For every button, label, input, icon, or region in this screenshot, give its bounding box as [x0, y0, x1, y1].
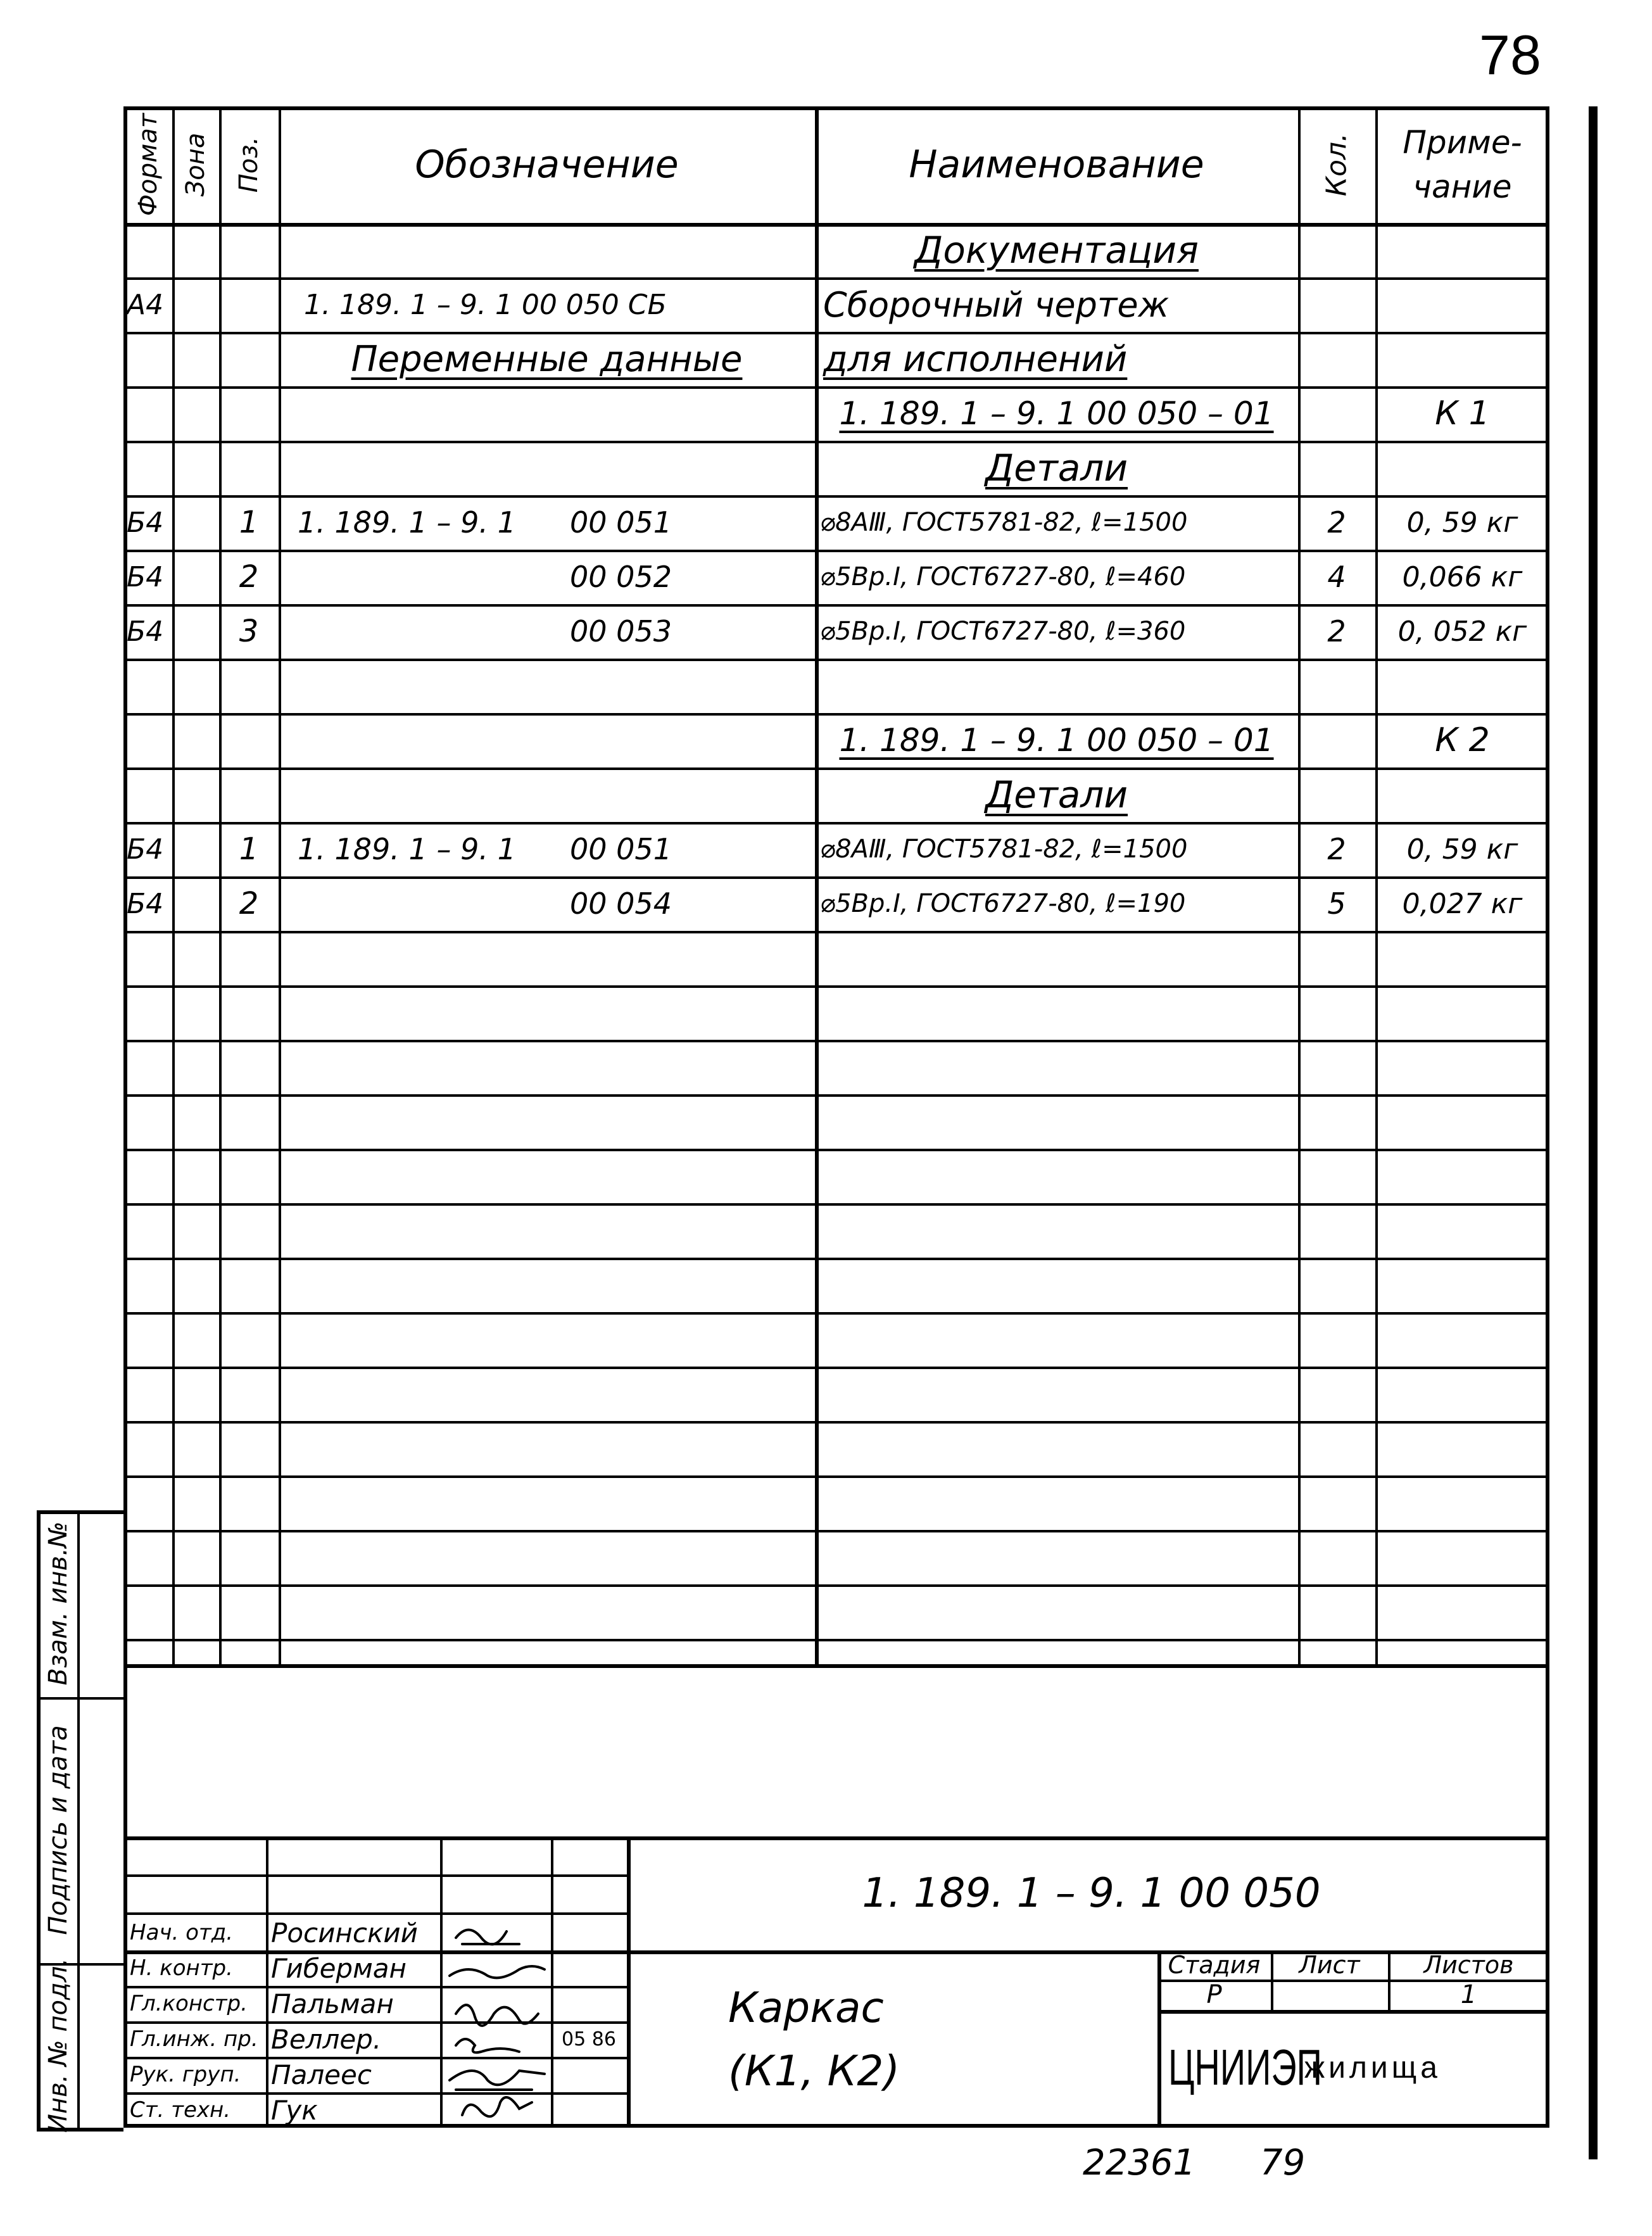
signer-name: Гук: [271, 2094, 318, 2126]
header-qty: Кол.: [1320, 132, 1353, 197]
sheets-label: Листов: [1423, 1951, 1514, 1979]
header-format: Формат: [134, 113, 163, 217]
r4-designation: 1. 189. 1 – 9. 1: [298, 832, 516, 866]
spec-row-line: [123, 1584, 1549, 1587]
signer-name: Веллер.: [271, 2023, 382, 2055]
r3-qty: 2: [1327, 614, 1346, 648]
spec-row-line: [123, 1203, 1549, 1206]
r2-format: Б4: [127, 560, 164, 593]
signer-name: Пальман: [271, 1988, 394, 2019]
r4-code: 00 051: [570, 832, 672, 866]
doc-format: А4: [127, 288, 164, 321]
header-zone: Зона: [181, 132, 210, 197]
header-designation: Обозначение: [415, 142, 679, 187]
signer-role: Н. контр.: [130, 1955, 233, 1981]
k2-designation: 1. 189. 1 – 9. 1 00 050 – 01: [839, 722, 1274, 759]
k1-note: К 1: [1435, 395, 1490, 433]
r1-pos: 1: [239, 505, 259, 540]
r2-qty: 4: [1327, 560, 1346, 594]
spec-row-line: [123, 659, 1549, 661]
r2-code: 00 052: [570, 560, 672, 594]
r5-qty: 5: [1327, 887, 1346, 921]
signer-name: Росинский: [271, 1917, 418, 1949]
stage-label: Стадия: [1168, 1951, 1261, 1979]
footer-inv: 22361: [1083, 2142, 1196, 2183]
r5-pos: 2: [239, 886, 259, 921]
r1-format: Б4: [127, 506, 164, 539]
signer-role: Ст. техн.: [130, 2097, 231, 2123]
spec-row-line: [123, 985, 1549, 988]
r1-note: 0, 59 кг: [1406, 506, 1518, 539]
header-name: Наименование: [909, 142, 1204, 187]
frame-right-bar: [1589, 106, 1598, 2159]
page-number: 78: [1479, 23, 1541, 86]
header-note-1: Приме-: [1403, 124, 1522, 161]
documentation-heading: Документация: [914, 229, 1199, 272]
doc-name: Сборочный чертеж: [823, 284, 1170, 325]
r4-format: Б4: [127, 833, 164, 866]
r3-pos: 3: [239, 614, 259, 649]
r2-pos: 2: [239, 559, 259, 595]
signer-role: Рук. груп.: [130, 2062, 241, 2087]
signatures: [443, 1912, 551, 2128]
header-note-2: чание: [1413, 168, 1512, 205]
r4-pos: 1: [239, 831, 259, 867]
sign-date: 05 86: [562, 2028, 616, 2050]
signer-role: Нач. отд.: [130, 1920, 234, 1945]
spec-row-line: [123, 1149, 1549, 1151]
doc-number: 1. 189. 1 – 9. 1 00 050: [862, 1870, 1321, 1917]
details-heading-1: Детали: [985, 446, 1128, 490]
r4-note: 0, 59 кг: [1406, 833, 1518, 866]
spec-row-line: [123, 1475, 1549, 1478]
r5-name: ⌀5Вр.Ⅰ, ГОСТ6727-80, ℓ=190: [820, 889, 1186, 918]
inv-orig-label: Инв. № подл.: [44, 1958, 73, 2133]
sheet-label: Лист: [1299, 1951, 1360, 1979]
spec-row-line: [123, 1040, 1549, 1042]
variable-data-right: для исполнений: [823, 338, 1128, 380]
r5-note: 0,027 кг: [1402, 887, 1523, 920]
r3-format: Б4: [127, 615, 164, 648]
r5-code: 00 054: [570, 887, 672, 921]
r3-code: 00 053: [570, 614, 672, 648]
spec-row-line: [123, 931, 1549, 933]
r5-format: Б4: [127, 887, 164, 920]
signer-role: Гл.инж. пр.: [130, 2026, 258, 2052]
title-line-2: (К1, К2): [728, 2046, 900, 2095]
org-main: ЦНИИЭП: [1168, 2039, 1322, 2095]
org-suffix: жилища: [1304, 2050, 1441, 2085]
k1-designation: 1. 189. 1 – 9. 1 00 050 – 01: [839, 395, 1274, 432]
details-heading-2: Детали: [985, 773, 1128, 816]
spec-row-line: [123, 1312, 1549, 1315]
r2-name: ⌀5Вр.Ⅰ, ГОСТ6727-80, ℓ=460: [820, 562, 1186, 591]
spec-row-line: [123, 1530, 1549, 1532]
header-pos: Поз.: [234, 136, 263, 193]
k2-note: К 2: [1435, 721, 1490, 759]
r1-designation: 1. 189. 1 – 9. 1: [298, 505, 516, 540]
r2-note: 0,066 кг: [1402, 560, 1523, 593]
title-line-1: Каркас: [728, 1983, 884, 2032]
spec-row-line: [123, 1258, 1549, 1260]
r1-name: ⌀8АⅢ, ГОСТ5781-82, ℓ=1500: [820, 508, 1188, 537]
signer-name: Палеес: [271, 2059, 372, 2090]
spec-row-line: [123, 1367, 1549, 1369]
r3-note: 0, 052 кг: [1397, 615, 1527, 648]
footer-num: 79: [1260, 2142, 1306, 2183]
spec-row-line: [123, 1094, 1549, 1097]
r4-name: ⌀8АⅢ, ГОСТ5781-82, ℓ=1500: [820, 835, 1188, 864]
signer-name: Гиберман: [271, 1952, 407, 1984]
spec-row-line: [123, 1639, 1549, 1641]
sheets-value: 1: [1460, 1980, 1477, 2009]
stage-value: Р: [1206, 1980, 1222, 2009]
r4-qty: 2: [1327, 832, 1346, 866]
spec-row-line: [123, 1421, 1549, 1424]
r1-code: 00 051: [570, 505, 672, 540]
sign-date-label: Подпись и дата: [44, 1725, 73, 1935]
r3-name: ⌀5Вр.Ⅰ, ГОСТ6727-80, ℓ=360: [820, 617, 1186, 646]
variable-data-left: Переменные данные: [351, 338, 743, 380]
doc-designation: 1. 189. 1 – 9. 1 00 050 СБ: [304, 288, 667, 321]
replace-inv-label: Взам. инв.№: [44, 1521, 73, 1686]
signer-role: Гл.констр.: [130, 1991, 248, 2016]
r1-qty: 2: [1327, 505, 1346, 540]
